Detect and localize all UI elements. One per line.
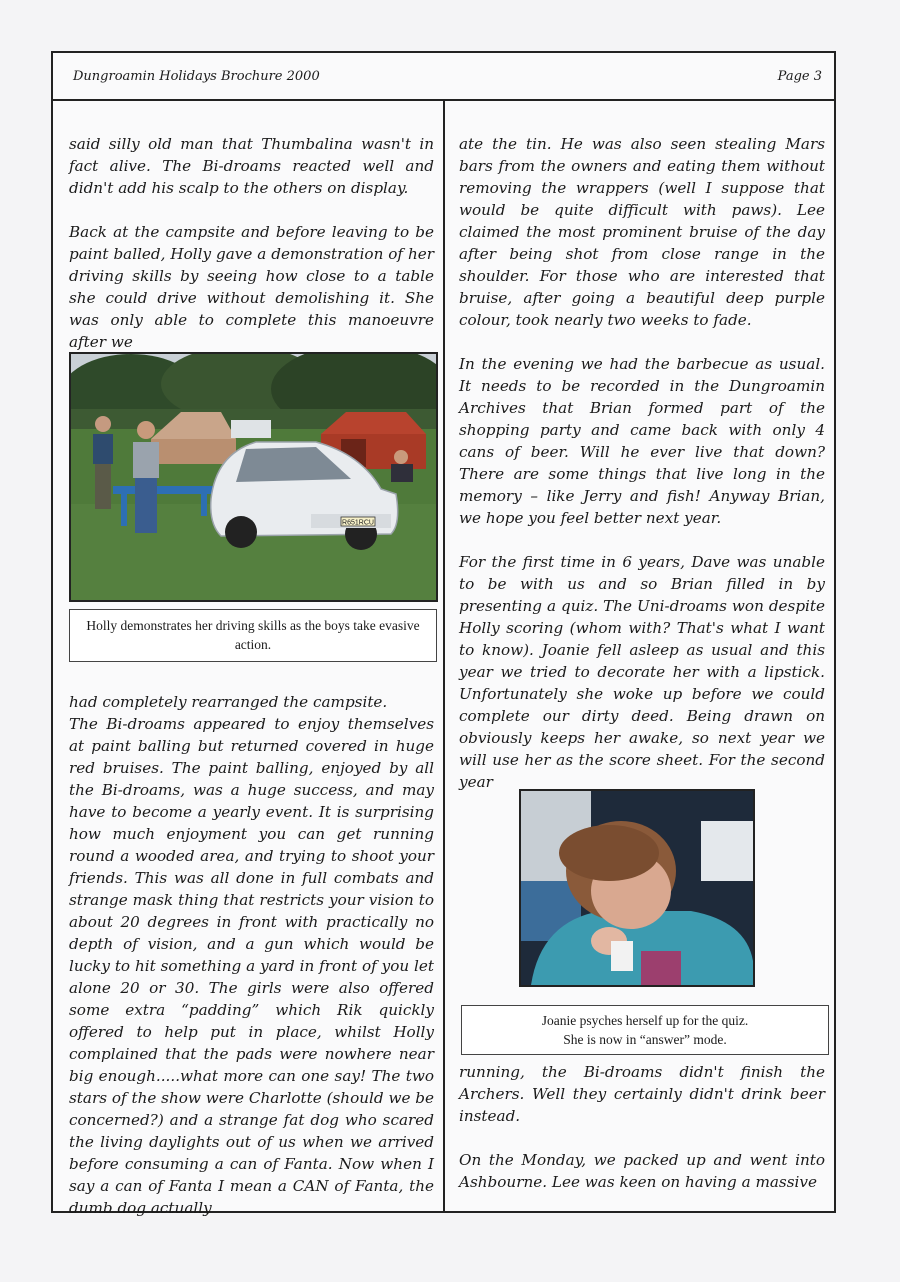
page-header — [53, 53, 834, 101]
brochure-title: Dungroamin Holidays Brochure 2000 — [73, 69, 320, 84]
photo-caption-holly — [69, 609, 437, 662]
right-paragraph-5: On the Monday, we packed up and went into Ashbourne. Lee was keen on having a massive — [459, 1151, 825, 1191]
campsite-car-photo — [69, 352, 438, 602]
right-paragraph-1: ate the tin. He was also seen stealing Mars bars from the owners and eating them without removing the wrappers (well I suppose that would be quite difficult with paws). Lee claimed the most prominent bruise of the day after being shot from close range in the shoulder. For those who are interested that bruise, after going a beautiful deep purple colour, took nearly two weeks to fade. — [459, 135, 825, 329]
page-frame — [51, 51, 836, 1217]
page-number: Page 3 — [777, 69, 822, 84]
joanie-sleeping-photo — [519, 789, 755, 987]
right-paragraph-2: In the evening we had the barbecue as usual. It needs to be recorded in the Dungroamin Archives that Brian formed part of the shopping party and came back with only 4 cans of beer. Will he ever live that down? There are some things that live long in the memory – like Jerry and fish! Anyway Brian, we hope you feel better next year. — [459, 355, 825, 527]
left-paragraph-4: The Bi-droams appeared to enjoy themselves at paint balling but returned covered in huge red bruises. The paint balling, enjoyed by all the Bi-droams, was a huge success, and may have to become a yearly event. It is surprising how much enjoyment you can get running round a wooded area, and trying to shoot your friends. This was all done in full combats and strange mask thing that restricts your vision to about 20 degrees in front with practically no depth of vision, and a gun which would be lucky to hit something a yard in front of you let alone 20 or 30. The girls were also offered some extra “padding” which Rik quickly offered to help put in place, whilst Holly complained that the pads were nowhere near big enough.....what more can one say! The two stars of the show were Charlotte (should we be concerned?) and a strange fat dog who scared the living daylights out of us when we arrived before consuming a can of Fanta. Now when I say a can of Fanta I mean a CAN of Fanta, the dumb dog actually — [69, 715, 434, 1217]
caption-line-1: Joanie psyches herself up for the quiz. — [541, 1013, 749, 1028]
right-paragraph-3: For the first time in 6 years, Dave was unable to be with us and so Brian filled in by presenting a quiz. The Uni-droams won despite Holly scoring (whom with? That's what I want to know). Joanie fell asleep as usual and this year we tried to decorate her with a lipstick. Unfortunately she woke up before we could complete our dirty deed. Being drawn on obviously keeps her awake, so next year we will use her as the score sheet. For the second year — [459, 553, 825, 791]
right-paragraph-4: running, the Bi-droams didn't finish the Archers. Well they certainly didn't drink beer instead. — [459, 1063, 825, 1125]
left-paragraph-3: had completely rearranged the campsite. — [69, 693, 388, 711]
caption-text: Holly demonstrates her driving skills as the boys take evasive action. — [86, 618, 420, 652]
left-paragraph-1: said silly old man that Thumbalina wasn't in fact alive. The Bi-droams reacted well and didn't add his scalp to the others on display. — [69, 135, 434, 197]
campsite-car-image — [71, 354, 436, 600]
number-plate: R651RCU — [342, 519, 374, 527]
column-divider — [443, 99, 445, 1211]
joanie-image — [521, 791, 753, 985]
left-column — [69, 99, 434, 1217]
caption-line-2: She is now in “answer” mode. — [563, 1032, 727, 1047]
left-paragraph-2: Back at the campsite and before leaving to be paint balled, Holly gave a demonstration of her driving skills by seeing how close to a table she could drive without demolishing it. She was only able to complete this manoeuvre after we — [69, 223, 434, 351]
right-column — [459, 99, 825, 1211]
photo-caption-joanie — [461, 1005, 829, 1055]
